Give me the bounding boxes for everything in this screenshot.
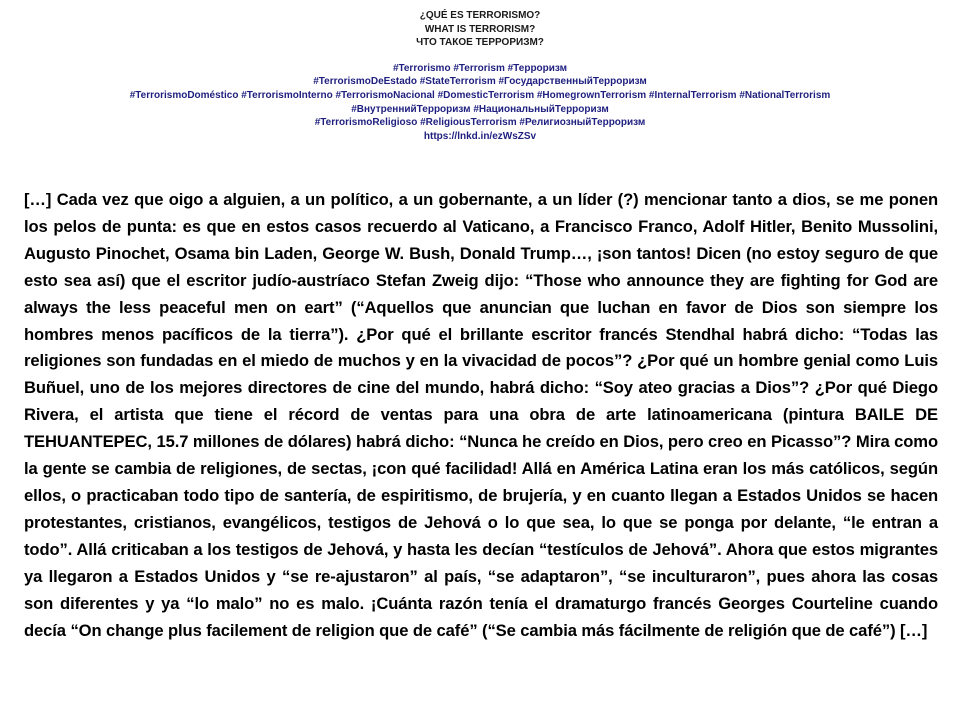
hashtags-state-terrorism: #TerrorismoDeEstado #StateTerrorism #ГосударственныйТерроризм	[313, 76, 647, 88]
hashtags-religious-terrorism: #TerrorismoReligioso #ReligiousTerrorism #РелигиозныйТерроризм	[314, 117, 646, 129]
title-spanish: ¿QUÉ ES TERRORISMO?	[419, 10, 541, 21]
hashtags-terrorism: #Terrorismo #Terrorism #Терроризм	[392, 62, 568, 74]
title-english: WHAT IS TERRORISM?	[424, 23, 536, 35]
header-block	[0, 9, 960, 143]
hashtags-internal-terrorism-russian: #ВнутреннийТерроризм #НациональныйТерроризм	[351, 103, 609, 115]
short-link[interactable]: https://lnkd.in/ezWsZSv	[423, 130, 537, 142]
body-paragraph: […] Cada vez que oigo a alguien, a un político, a un gobernante, a un líder (?) mencionar tanto a dios, se me ponen los pelos de punta: es que en estos casos recuerdo al Vaticano, a Francisco Franco, Adolf Hitler, Benito Mussolini, Augusto Pinochet, Osama bin Laden, George W. Bush, Donald Trump…, ¡son tantos! Dicen (no estoy seguro de que esto sea así) que el escritor judío-austríaco Stefan Zweig dijo: “Those who announce they are fighting for God are always the less peaceful men on eart” (“Aquellos que anuncian que luchan en favor de Dios son siempre los hombres menos pacíficos de la tierra”). ¿Por qué el brillante escritor francés Stendhal habrá dicho: “Todas las religiones son fundadas en el miedo de muchos y en la vivacidad de pocos”? ¿Por qué un hombre genial como Luis Buñuel, uno de los mejores directores de cine del mundo, habrá dicho: “Soy ateo gracias a Dios”? ¿Por qué Diego Rivera, el artista que tiene el récord de ventas para una obra de arte latinoamericana (pintura BAILE DE TEHUANTEPEC, 15.7 millones de dólares) habrá dicho: “Nunca he creído en Dios, pero creo en Picasso”? Mira como la gente se cambia de religiones, de sectas, ¡con qué facilidad! Allá en América Latina eran los más católicos, según ellos, o practicaban todo tipo de santería, de espiritismo, de brujería, y en cuanto llegan a Estados Unidos se hacen protestantes, cristianos, evangélicos, testigos de Jehová o lo que sea, lo que se ponga por delante, “le entran a todo”. Allá criticaban a los testigos de Jehová, y hasta les decían “testículos de Jehová”. Ahora que estos migrantes ya llegaron a Estados Unidos y “se re-ajustaron” al país, “se adaptaron”, “se inculturaron”, pues ahora las cosas son diferentes y ya “lo malo” no es malo. ¡Cuánta razón tenía el dramaturgo francés Georges Courteline cuando decía “On change plus facilement de religion que de café” (“Se cambia más fácilmente de religión que de café”) […]	[24, 190, 938, 640]
header-spacer	[0, 50, 960, 62]
title-russian: ЧТО ТАКОЕ ТЕРРОРИЗМ?	[416, 37, 544, 49]
hashtags-domestic-terrorism: #TerrorismoDoméstico #TerrorismoInterno #TerrorismoNacional #DomesticTerrorism #HomegrownTerrorism #InternalTerrorism #NationalTerrorism	[129, 89, 831, 101]
